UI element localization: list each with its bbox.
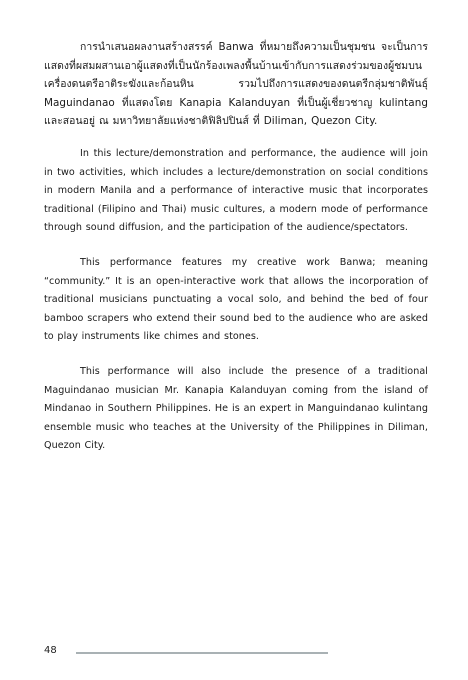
footer-rule [76, 652, 328, 654]
body-text [44, 38, 428, 472]
page-number: 48 [44, 645, 57, 656]
paragraph-lecture: In this lecture/demonstration and performance, the audience will join in two activities, which includes a lecture/demonstration on social conditions in modern Manila and a performance of interactive music that incorporates traditional (Filipino and Thai) music cultures, a modern mode of performance through sound diffusion, and the participation of the audience/spectators. [44, 147, 428, 234]
paragraph-banwa: This performance features my creative work Banwa; meaning “community.” It is an open-interactive work that allows the incorporation of traditional musicians punctuating a vocal solo, and behind the bed of four bamboo scrapers who extend their sound bed to the audience who are asked to play instruments like chimes and stones. [44, 256, 428, 343]
page-footer [44, 640, 328, 660]
paragraph-musician: This performance will also include the presence of a traditional Maguindanao musician Mr. Kanapia Kalanduyan coming from the island of Mindanao in Southern Philippines. He is an expert in Manguindanao kulintang ensemble music who teaches at the University of the Philippines in Diliman, Quezon City. [44, 365, 428, 452]
paragraph-thai: การนำเสนอผลงานสร้างสรรค์ Banwa ที่หมายถึงความเป็นชุมชน จะเป็นการแสดงที่ผสมผสานเอาผู้แสดงที่เป็นนักร้องเพลงพื้นบ้านเข้ากับการแสดงร่วมของผู้ชมบนเครื่องดนตรีอาติระฆังและก้อนหิน รวมไปถึงการแสดงของดนตรีกลุ่มชาติพันธุ์ Maguindanao ที่แสดงโดย Kanapia Kalanduyan ที่เป็นผู้เชี่ยวชาญ kulintang และสอนอยู่ ณ มหาวิทยาลัยแห่งชาติฟิลิปปินส์ ที่ Diliman, Quezon City. [44, 41, 428, 128]
